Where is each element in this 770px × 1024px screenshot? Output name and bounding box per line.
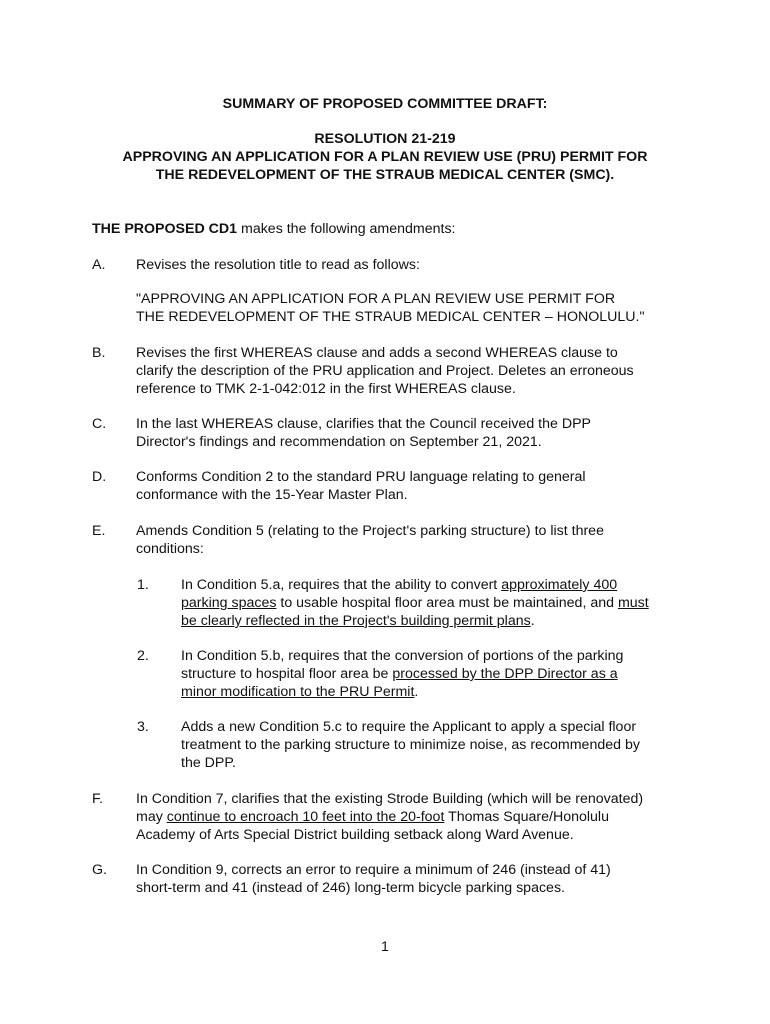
amendment-letter: C. bbox=[92, 416, 107, 432]
resolution-title-line2: THE REDEVELOPMENT OF THE STRAUB MEDICAL CENTER (SMC). bbox=[155, 167, 615, 183]
amendment-text: Revises the resolution title to read as follows: bbox=[136, 257, 420, 273]
resolution-title-line1: APPROVING AN APPLICATION FOR A PLAN REVIEW USE (PRU) PERMIT FOR bbox=[122, 149, 648, 165]
amendment-letter: F. bbox=[92, 791, 104, 807]
amendment-text: Revises the first WHEREAS clause and adds a second WHEREAS clause to clarify the description of the PRU application and Project. Deletes an erroneous reference to TMK 2-1-042:012 in the first WHEREAS clause. bbox=[136, 345, 634, 397]
sub-number: 1. bbox=[137, 577, 149, 593]
intro-rest: makes the following amendments: bbox=[237, 221, 456, 237]
amendment-text: In the last WHEREAS clause, clarifies that the Council received the DPP Director's findings and recommendation on September 21, 2021. bbox=[136, 416, 591, 450]
sub-number: 2. bbox=[137, 648, 149, 664]
quoted-title: "APPROVING AN APPLICATION FOR A PLAN REVIEW USE PERMIT FOR THE REDEVELOPMENT OF THE STRAUB MEDICAL CENTER – HONOLULU." bbox=[136, 291, 645, 325]
amendment-text: In Condition 7, clarifies that the existing Strode Building (which will be renovated) may continue to encroach 10 feet into the 20-foot Thomas Square/Honolulu Academy of Arts Special District building setback along Ward Avenue. bbox=[136, 791, 644, 843]
amendment-letter: A. bbox=[92, 257, 106, 273]
summary-title: SUMMARY OF PROPOSED COMMITTEE DRAFT: bbox=[222, 96, 548, 112]
amendment-text: Amends Condition 5 (relating to the Project's parking structure) to list three conditions: bbox=[136, 523, 604, 557]
page-number: 1 bbox=[381, 939, 389, 955]
intro-paragraph bbox=[92, 220, 456, 238]
amendment-letter: D. bbox=[92, 469, 107, 485]
amendment-text: In Condition 9, corrects an error to require a minimum of 246 (instead of 41) short-term and 41 (instead of 246) long-term bicycle parking spaces. bbox=[136, 862, 611, 896]
resolution-number: RESOLUTION 21-219 bbox=[314, 131, 456, 147]
sub-number: 3. bbox=[137, 719, 149, 735]
amendment-letter: B. bbox=[92, 345, 106, 361]
amendment-letter: G. bbox=[92, 862, 107, 878]
sub-text: In Condition 5.a, requires that the ability to convert approximately 400 parking spaces to usable hospital floor area must be maintained, and must be clearly reflected in the Project's building permit plans. bbox=[181, 577, 649, 629]
amendment-letter: E. bbox=[92, 523, 106, 539]
sub-text: In Condition 5.b, requires that the conversion of portions of the parking structure to hospital floor area be processed by the DPP Director as a minor modification to the PRU Permit. bbox=[181, 648, 624, 700]
intro-bold: THE PROPOSED CD1 bbox=[92, 221, 238, 237]
amendment-text: Conforms Condition 2 to the standard PRU language relating to general conformance with the 15-Year Master Plan. bbox=[136, 469, 586, 503]
sub-text: Adds a new Condition 5.c to require the Applicant to apply a special floor treatment to the parking structure to minimize noise, as recommended by the DPP. bbox=[181, 719, 640, 771]
